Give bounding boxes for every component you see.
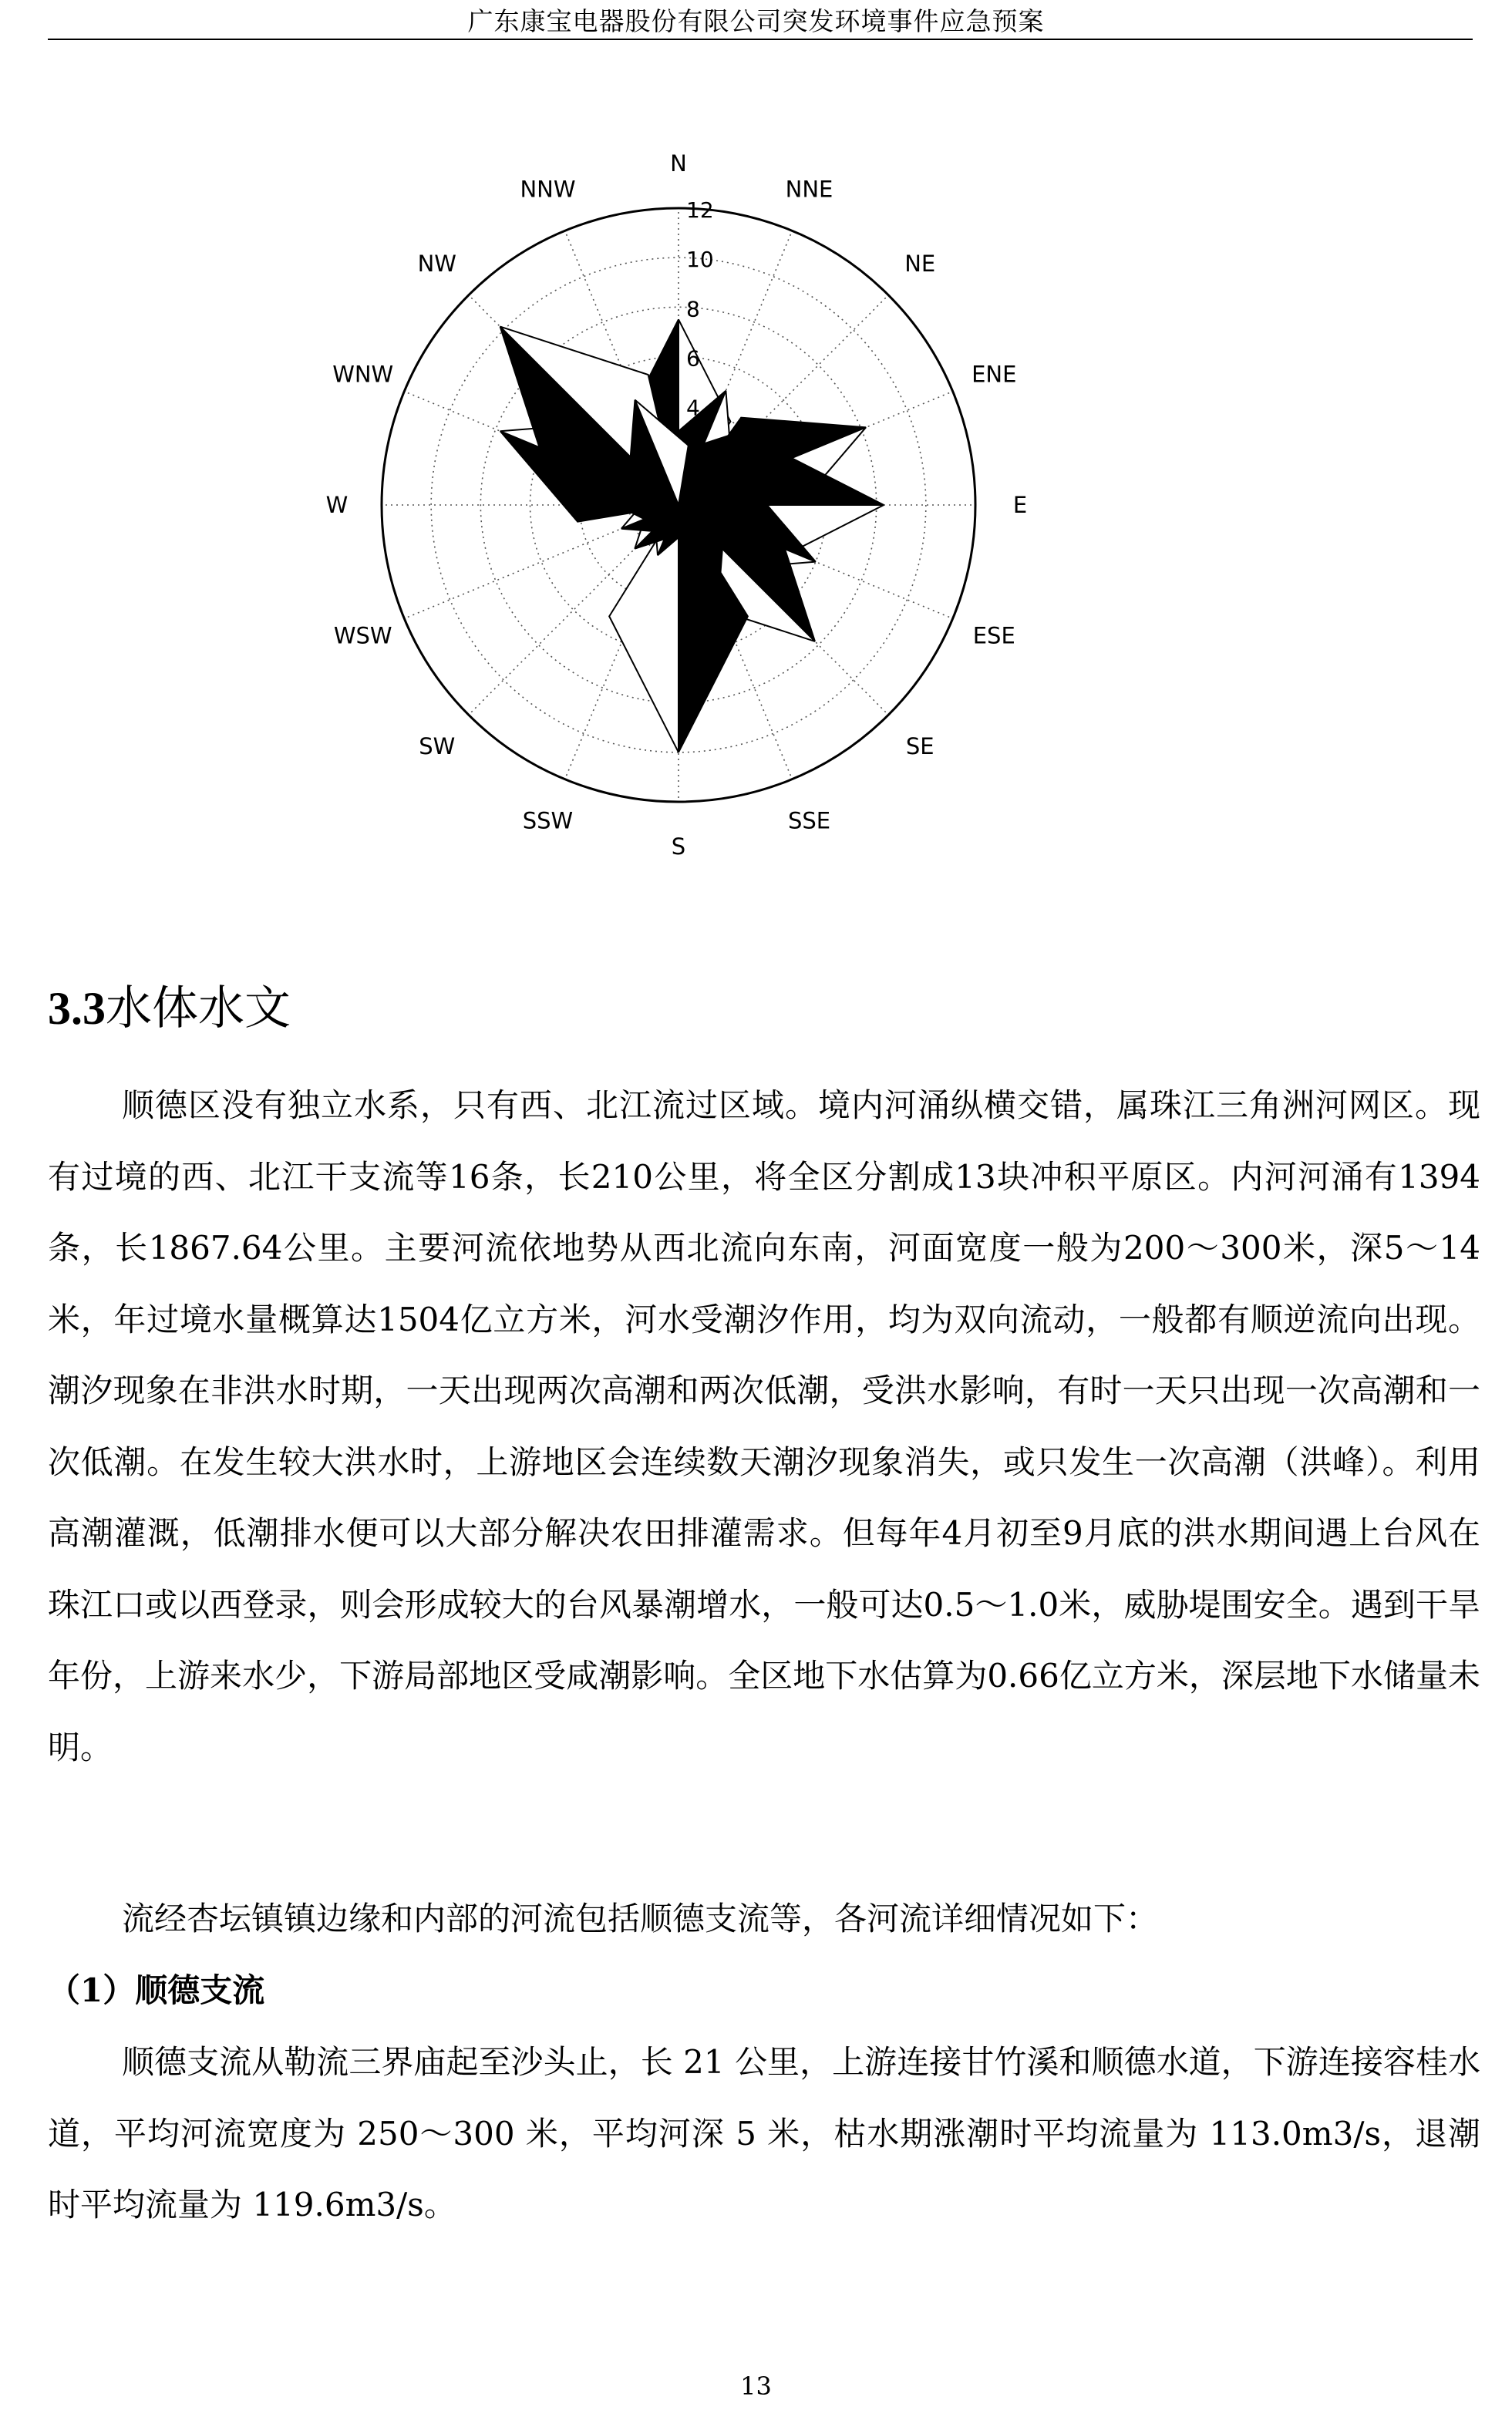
- ring-label-12: 12: [686, 197, 714, 223]
- direction-label-SW: SW: [419, 733, 456, 760]
- ring-label-10: 10: [686, 247, 714, 273]
- page-header-title: 广东康宝电器股份有限公司突发环境事件应急预案: [467, 6, 1045, 36]
- section-number: 3.3: [48, 983, 106, 1034]
- direction-label-WSW: WSW: [333, 622, 392, 649]
- page-number: 13: [740, 2372, 772, 2401]
- direction-label-ENE: ENE: [972, 361, 1017, 388]
- wind-rose-petals: [500, 319, 884, 752]
- direction-label-E: E: [1012, 492, 1028, 518]
- direction-label-WNW: WNW: [332, 361, 394, 388]
- ring-label-8: 8: [686, 296, 700, 322]
- direction-label-NW: NW: [417, 250, 456, 277]
- ring-label-4: 4: [686, 395, 700, 421]
- direction-label-SE: SE: [905, 733, 934, 760]
- ring-label-6: 6: [686, 345, 700, 372]
- direction-label-ESE: ESE: [972, 622, 1015, 649]
- section-title: 水体水文: [106, 981, 291, 1035]
- direction-label-N: N: [670, 150, 687, 177]
- direction-label-NNW: NNW: [520, 176, 576, 203]
- header-divider: [48, 39, 1473, 40]
- wind-rose-chart: [262, 93, 1095, 917]
- paragraph-hydrology: 顺德区没有独立水系，只有西、北江流过区域。境内河涌纵横交错，属珠江三角洲河网区。现有过境的西、北江干支流等16条，长210公里，将全区分割成13块冲积平原区。内河河涌有1394条，长1867.64公里。主要河流依地势从西北流向东南，河面宽度一般为200～300米，深5～14米，年过境水量概算达1504亿立方米，河水受潮汐作用，均为双向流动，一般都有顺逆流向出现。潮汐现象在非洪水时期，一天出现两次高潮和两次低潮，受洪水影响，有时一天只出现一次高潮和一次低潮。在发生较大洪水时，上游地区会连续数天潮汐现象消失，或只发生一次高潮（洪峰）。利用高潮灌溉，低潮排水便可以大部分解决农田排灌需求。但每年4月初至9月底的洪水期间遇上台风在珠江口或以西登录，则会形成较大的台风暴潮增水，一般可达0.5～1.0米，威胁堤围安全。遇到干旱年份，上游来水少，下游局部地区受咸潮影响。全区地下水估算为0.66亿立方米，深层地下水储量未明。: [48, 1086, 1480, 1766]
- paragraph-river-intro: 流经杏坛镇镇边缘和内部的河流包括顺德支流等，各河流详细情况如下：: [122, 1900, 1159, 1937]
- direction-label-W: W: [325, 492, 349, 518]
- paragraph-shunde-branch: 顺德支流从勒流三界庙起至沙头止，长 21 公里，上游连接甘竹溪和顺德水道，下游连接容桂水道，平均河流宽度为 250～300 米，平均河深 5 米，枯水期涨潮时平均流量为 113.0m3/s，退潮时平均流量为 119.6m3/s。: [48, 2043, 1480, 2223]
- direction-label-SSW: SSW: [522, 807, 574, 834]
- direction-label-S: S: [671, 833, 686, 860]
- direction-label-NNE: NNE: [785, 176, 833, 203]
- direction-label-SSE: SSE: [787, 807, 831, 834]
- ring-label-2: 2: [686, 444, 700, 470]
- direction-label-NE: NE: [904, 250, 936, 277]
- section-heading: [48, 978, 291, 1039]
- subsection-heading: （1）顺德支流: [48, 1971, 265, 2009]
